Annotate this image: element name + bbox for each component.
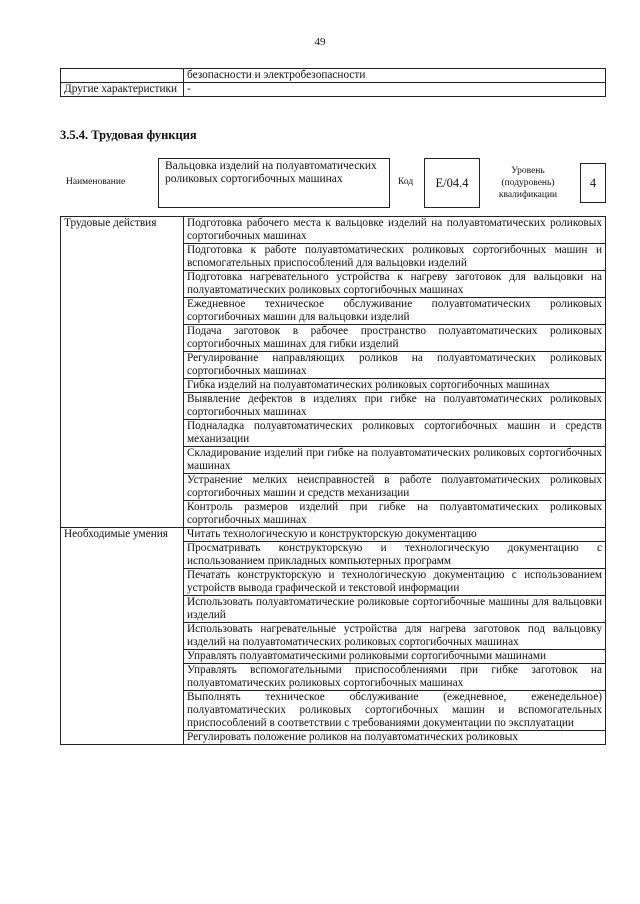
action-item: Устранение мелких неисправностей в работе полуавтоматических роликовых сортогибочных машин и средств механизации — [184, 474, 606, 501]
table-row — [61, 69, 606, 83]
continuation-table — [60, 68, 606, 97]
row-label — [61, 69, 184, 83]
action-item: Контроль размеров изделий при гибке на полуавтоматических роликовых сортогибочных машинах — [184, 501, 606, 528]
code-value: E/04.4 — [424, 158, 480, 208]
skill-item: Использовать полуавтоматические роликовые сортогибочные машины для вальцовки изделий — [184, 596, 606, 623]
name-value: Вальцовка изделий на полуавтоматических роликовых сортогибочных машинах — [158, 158, 390, 208]
action-item: Складирование изделий при гибке на полуавтоматических роликовых сортогибочных машинах — [184, 447, 606, 474]
table-row — [61, 528, 606, 542]
action-item: Подналадка полуавтоматических роликовых сортогибочных машин и средств механизации — [184, 420, 606, 447]
action-item: Подготовка рабочего места к вальцовке изделий на полуавтоматических роликовых сортогибочных машинах — [184, 217, 606, 244]
action-item: Гибка изделий на полуавтоматических роликовых сортогибочных машинах — [184, 379, 606, 393]
action-item: Ежедневное техническое обслуживание полуавтоматических роликовых сортогибочных машин для вальцовки изделий — [184, 298, 606, 325]
level-value: 4 — [580, 163, 606, 203]
skill-item: Просматривать конструкторскую и технологическую документацию с использованием прикладных компьютерных программ — [184, 542, 606, 569]
action-item: Подача заготовок в рабочее пространство полуавтоматических роликовых сортогибочных машинах для гибки изделий — [184, 325, 606, 352]
row-label: Другие характеристики — [61, 83, 184, 97]
section-title: 3.5.4. Трудовая функция — [60, 128, 197, 142]
skill-item: Регулировать положение роликов на полуавтоматических роликовых — [184, 731, 606, 745]
skill-item: Печатать конструкторскую и технологическую документацию с использованием устройств вывода графической и текстовой информации — [184, 569, 606, 596]
table-row — [61, 217, 606, 244]
code-label: Код — [398, 177, 414, 187]
skill-item: Использовать нагревательные устройства для нагрева заготовок под вальцовку изделий на полуавтоматических роликовых сортогибочных машинах — [184, 623, 606, 650]
page-number: 49 — [314, 36, 326, 48]
category-label: Необходимые умения — [61, 528, 184, 745]
action-item: Подготовка к работе полуавтоматических роликовых сортогибочных машин и вспомогательных приспособлений для вальцовки изделий — [184, 244, 606, 271]
category-label: Трудовые действия — [61, 217, 184, 528]
skill-item: Читать технологическую и конструкторскую документацию — [184, 528, 606, 542]
action-item: Выявление дефектов в изделиях при гибке на полуавтоматических роликовых сортогибочных машинах — [184, 393, 606, 420]
skill-item: Управлять вспомогательными приспособлениями при гибке заготовок на полуавтоматических роликовых сортогибочных машинах — [184, 664, 606, 691]
function-table — [60, 216, 606, 745]
name-label: Наименование — [66, 177, 126, 187]
row-value: безопасности и электробезопасности — [184, 69, 606, 83]
row-value: - — [184, 83, 606, 97]
table-row — [61, 83, 606, 97]
level-label: Уровень (подуровень) квалификации — [498, 166, 558, 200]
action-item: Регулирование направляющих роликов на полуавтоматических роликовых сортогибочных машинах — [184, 352, 606, 379]
skill-item: Управлять полуавтоматическими роликовыми сортогибочными машинами — [184, 650, 606, 664]
skill-item: Выполнять техническое обслуживание (ежедневное, еженедельное) полуавтоматических роликовых сортогибочных машин и вспомогательных приспособлений в соответствии с требованиями документации по эксплуатации — [184, 691, 606, 731]
action-item: Подготовка нагревательного устройства к нагреву заготовок для вальцовки на полуавтоматических роликовых сортогибочных машинах — [184, 271, 606, 298]
